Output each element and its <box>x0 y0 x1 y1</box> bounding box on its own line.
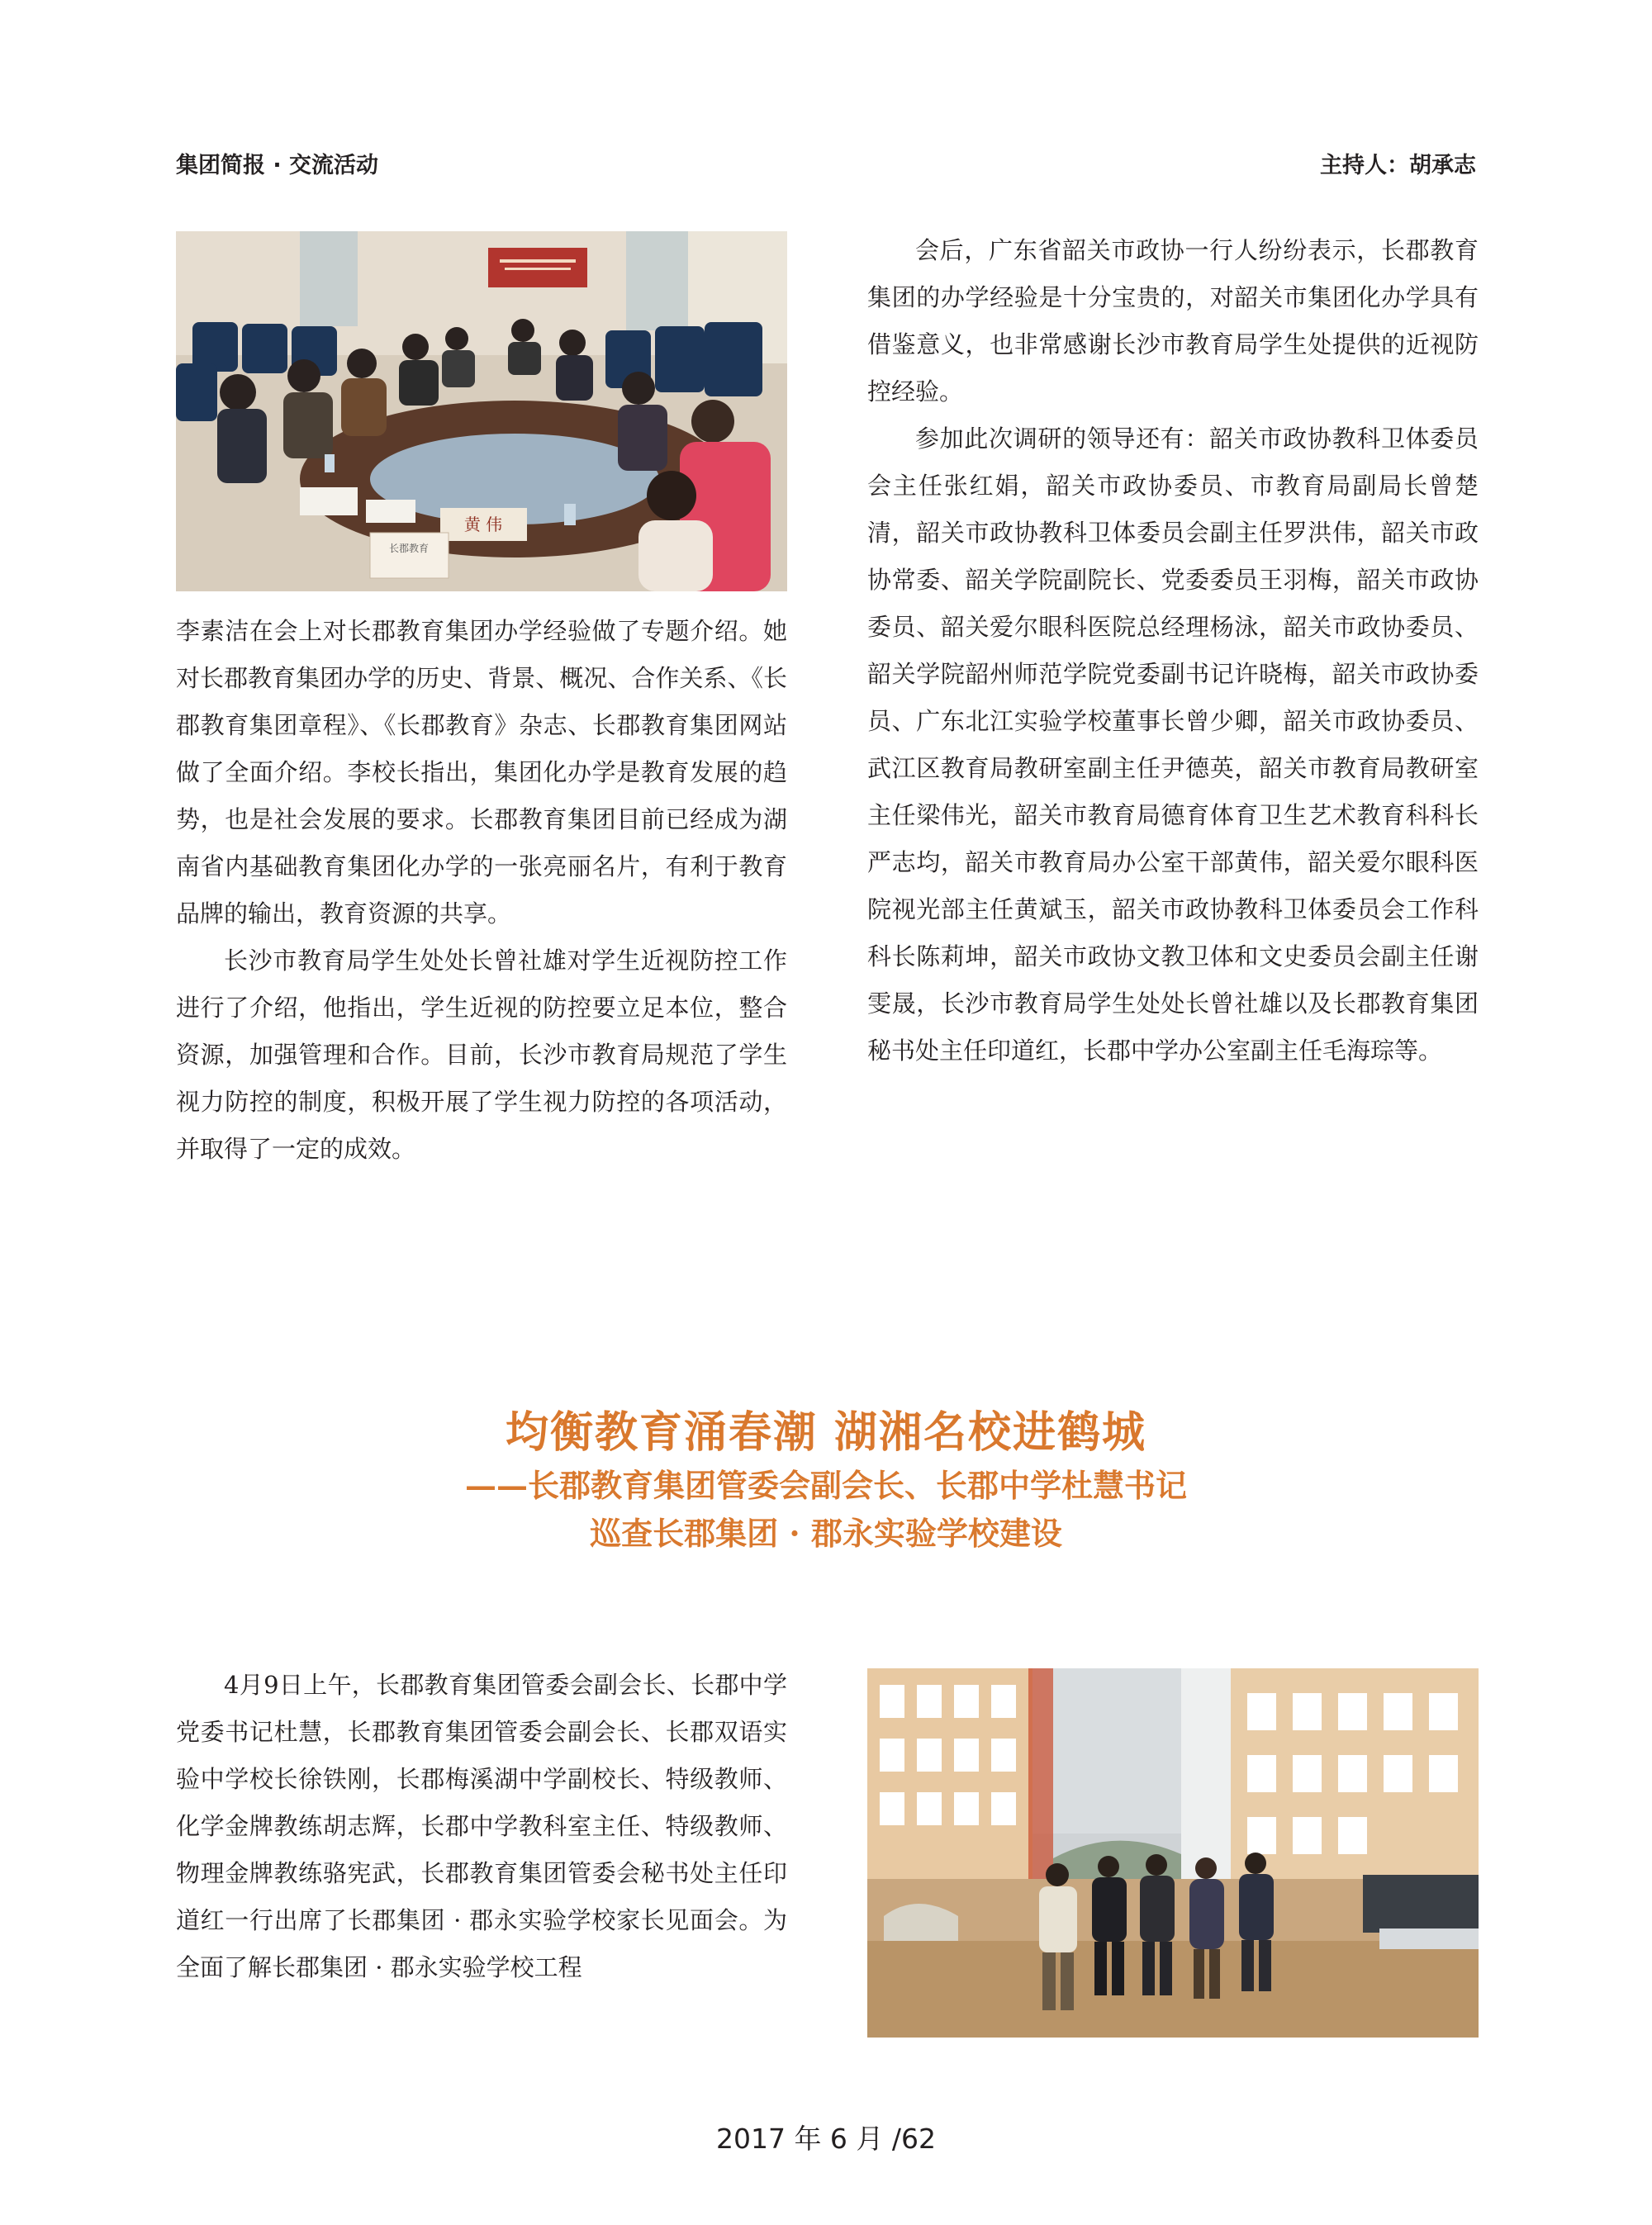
paragraph: 李素洁在会上对长郡教育集团办学经验做了专题介绍。她对长郡教育集团办学的历史、背景、概况、合作关系、《长郡教育集团章程》、《长郡教育》杂志、长郡教育集团网站做了全面介绍。李校长指出，集团化办学是教育发展的趋势，也是社会发展的要求。长郡教育集团目前已经成为湖南省内基础教育集团化办学的一张亮丽名片，有利于教育品牌的输出，教育资源的共享。 <box>176 617 787 927</box>
host-label: 主持人：胡承志 <box>1320 153 1476 178</box>
article1-right-column <box>867 227 1479 1075</box>
paragraph: 4月9日上午，长郡教育集团管委会副会长、长郡中学党委书记杜慧，长郡教育集团管委会副会长、长郡双语实验中学校长徐铁刚，长郡梅溪湖中学副校长、特级教师、化学金牌教练胡志辉，长郡中学教科室主任、特级教师、物理金牌教练骆宪武，长郡教育集团管委会秘书处主任印道红一行出席了长郡集团 · 郡永实验学校家长见面会。为全面了解长郡集团 · 郡永实验学校工程 <box>176 1671 787 1981</box>
article2-title: 均衡教育涌春潮 湖湘名校进鹤城 <box>505 1407 1147 1458</box>
paragraph: 参加此次调研的领导还有：韶关市政协教科卫体委员会主任张红娟，韶关市政协委员、市教育局副局长曾楚清，韶关市政协教科卫体委员会副主任罗洪伟，韶关市政协常委、韶关学院副院长、党委委员王羽梅，韶关市政协委员、韶关爱尔眼科医院总经理杨泳，韶关市政协委员、韶关学院韶州师范学院党委副书记许晓梅，韶关市政协委员、广东北江实验学校董事长曾少卿，韶关市政协委员、武江区教育局教研室副主任尹德英，韶关市教育局教研室主任梁伟光，韶关市教育局德育体育卫生艺术教育科科长严志均，韶关市教育局办公室干部黄伟，韶关爱尔眼科医院视光部主任黄斌玉，韶关市政协教科卫体委员会工作科科长陈莉坤，韶关市政协文教卫体和文史委员会副主任谢雯晟，长沙市教育局学生处处长曾社雄以及长郡教育集团秘书处主任印道红，长郡中学办公室副主任毛海琮等。 <box>867 425 1479 1065</box>
section-label: 集团简报 · 交流活动 <box>176 153 379 178</box>
meeting-photo <box>176 231 787 591</box>
booklet-title: 长郡教育 <box>388 543 430 554</box>
article2-heading <box>0 1404 1652 1558</box>
name-placard: 黄 伟 <box>463 515 503 534</box>
site-visit-photo <box>867 1668 1479 2038</box>
paragraph: 会后，广东省韶关市政协一行人纷纷表示，长郡教育集团的办学经验是十分宝贵的，对韶关市集团化办学具有借鉴意义，也非常感谢长沙市教育局学生处提供的近视防控经验。 <box>867 236 1479 406</box>
article2-body-column <box>176 1662 787 1991</box>
article1-left-column <box>176 608 787 1173</box>
paragraph: 长沙市教育局学生处处长曾社雄对学生近视防控工作进行了介绍，他指出，学生近视的防控要立足本位，整合资源，加强管理和合作。目前，长沙市教育局规范了学生视力防控的制度，积极开展了学生视力防控的各项活动，并取得了一定的成效。 <box>176 946 787 1163</box>
article2-subtitle-line1: ——长郡教育集团管委会副会长、长郡中学杜慧书记 <box>464 1467 1187 1504</box>
article2-subtitle-line2: 巡查长郡集团 · 郡永实验学校建设 <box>590 1515 1062 1552</box>
page-number: 2017 年 6 月 /62 <box>715 2123 937 2155</box>
